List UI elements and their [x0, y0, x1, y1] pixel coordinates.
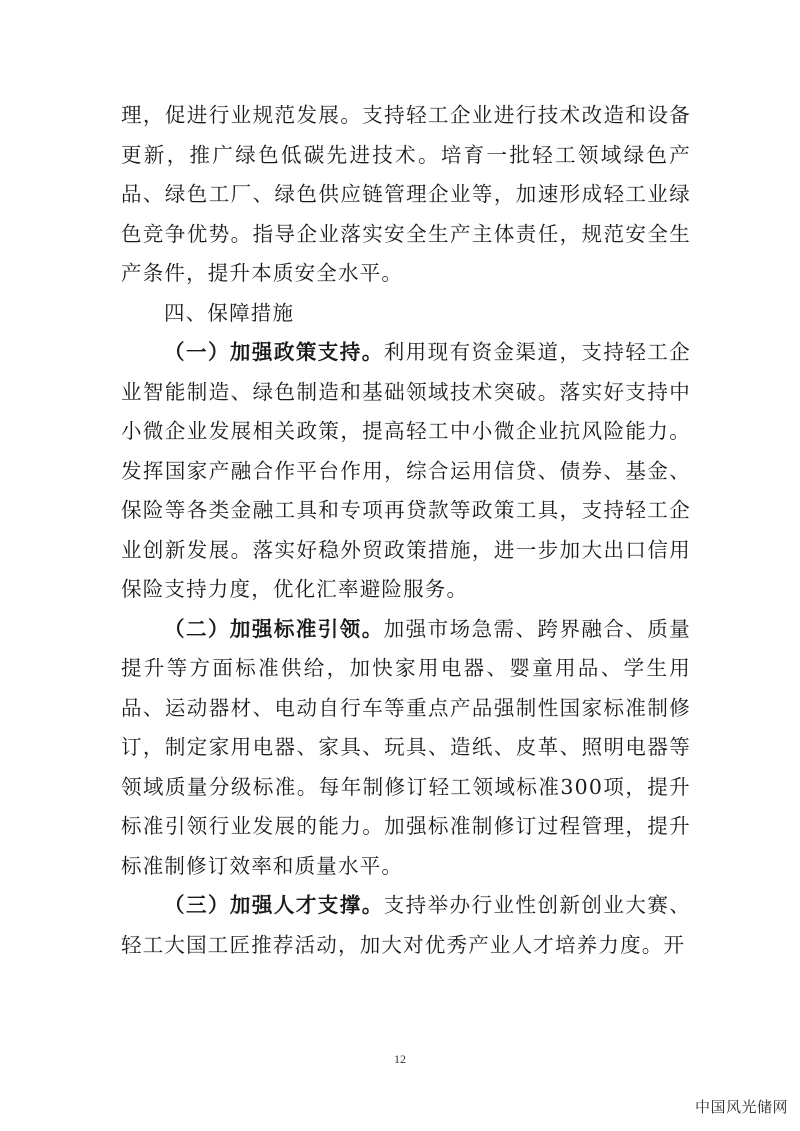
paragraph-text: 理，促进行业规范发展。支持轻工企业进行技术改造和设备更新，推广绿色低碳先进技术。培育一批轻工领域绿色产品、绿色工厂、绿色供应链管理企业等，加速形成轻工业绿色竞争优势。指导企业落实安全生产主体责任，规范安全生产条件，提升本质安全水平。 — [121, 103, 691, 285]
paragraph-continuation — [121, 96, 691, 294]
measure-text: 支持举办行业性创新创业大赛、轻工大国工匠推荐活动，加大对优秀产业人才培养力度。开 — [121, 893, 691, 957]
section-heading: 四、保障措施 — [164, 300, 295, 325]
measure-lead: （二）加强标准引领。 — [164, 616, 384, 641]
measure-text: 利用现有资金渠道，支持轻工企业智能制造、绿色制造和基础领域技术突破。落实好支持中小微企业发展相关政策，提高轻工中小微企业抗风险能力。发挥国家产融合作平台作用，综合运用信贷、债券、基金、保险等各类金融工具和专项再贷款等政策工具，支持轻工企业创新发展。落实好稳外贸政策措施，进一步加大出口信用保险支持力度，优化汇率避险服务。 — [121, 340, 691, 601]
document-body — [121, 96, 691, 965]
measure-paragraph-policy — [121, 333, 691, 610]
watermark: 中国风光储网 — [694, 1098, 788, 1116]
measure-text: 加强市场急需、跨界融合、质量提升等方面标准供给，加快家用电器、婴童用品、学生用品、运动器材、电动自行车等重点产品强制性国家标准制修订，制定家用电器、家具、玩具、造纸、皮革、照明电器等领域质量分级标准。每年制修订轻工领域标准300项，提升标准引领行业发展的能力。加强标准制修订过程管理，提升标准制修订效率和质量水平。 — [121, 616, 691, 878]
measure-paragraph-talent — [121, 886, 691, 965]
page-number: 12 — [394, 1052, 406, 1066]
measure-lead: （三）加强人才支撑。 — [164, 893, 384, 917]
measure-lead: （一）加强政策支持。 — [164, 340, 384, 364]
measure-paragraph-standards — [121, 610, 691, 887]
